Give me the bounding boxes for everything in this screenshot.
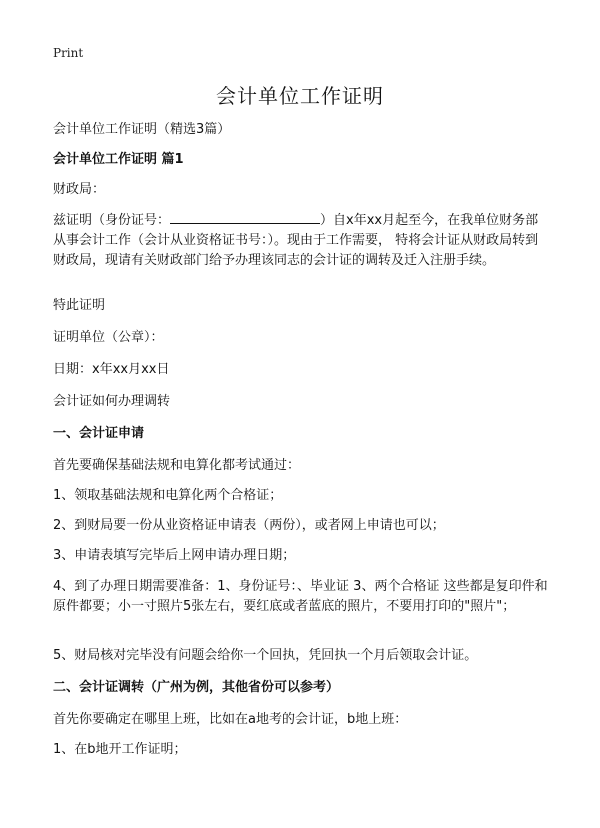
document-subtitle: 会计单位工作证明（精选3篇） bbox=[53, 122, 231, 137]
cert-body-suffix: ）自x年xx月起至今，在我单位财务部从事会计工作（会计从业资格证书号：）。现由于工作需要， 特将会计证从财政局转到财政局，现请有关财政部门给予办理该同志的会计证的调转及迁入注册手续。 bbox=[53, 213, 539, 268]
certification-body bbox=[53, 210, 548, 271]
howto-title: 会计证如何办理调转 bbox=[53, 394, 171, 409]
apply-step-3: 3、申请表填写完毕后上网申请办理日期； bbox=[53, 548, 296, 563]
apply-step-5: 5、财局核对完毕没有问题会给你一个回执，凭回执一个月后领取会计证。 bbox=[53, 648, 478, 663]
apply-intro: 首先要确保基础法规和电算化都考试通过： bbox=[53, 458, 301, 473]
print-label[interactable]: Print bbox=[53, 46, 84, 60]
apply-step-1: 1、领取基础法规和电算化两个合格证； bbox=[53, 488, 283, 503]
section-transfer-heading: 二、会计证调转（广州为例，其他省份可以参考） bbox=[53, 680, 340, 695]
document-title: 会计单位工作证明 bbox=[216, 84, 384, 108]
cert-body-prefix: 兹证明（身份证号： bbox=[53, 213, 171, 228]
transfer-step-1: 1、在b地开工作证明； bbox=[53, 742, 187, 757]
id-number-blank bbox=[170, 210, 320, 224]
date-line: 日期：x年xx月xx日 bbox=[53, 362, 170, 377]
apply-step-4: 4、到了办理日期需要准备：1、身份证号：、毕业证 3、两个合格证 这些都是复印件和原件都要；小一寸照片5张左右，要红底或者蓝底的照片，不要用打印的"照片"； bbox=[53, 579, 548, 614]
apply-step-2: 2、到财局要一份从业资格证申请表（两份），或者网上申请也可以； bbox=[53, 518, 445, 533]
section-apply-heading: 一、会计证申请 bbox=[53, 426, 145, 441]
section1-heading: 会计单位工作证明 篇1 bbox=[53, 152, 184, 167]
addressee: 财政局： bbox=[53, 182, 106, 197]
transfer-intro: 首先你要确定在哪里上班，比如在a地考的会计证，b地上班： bbox=[53, 712, 408, 727]
special-certification: 特此证明 bbox=[53, 298, 106, 313]
certifying-unit: 证明单位（公章）： bbox=[53, 330, 164, 345]
